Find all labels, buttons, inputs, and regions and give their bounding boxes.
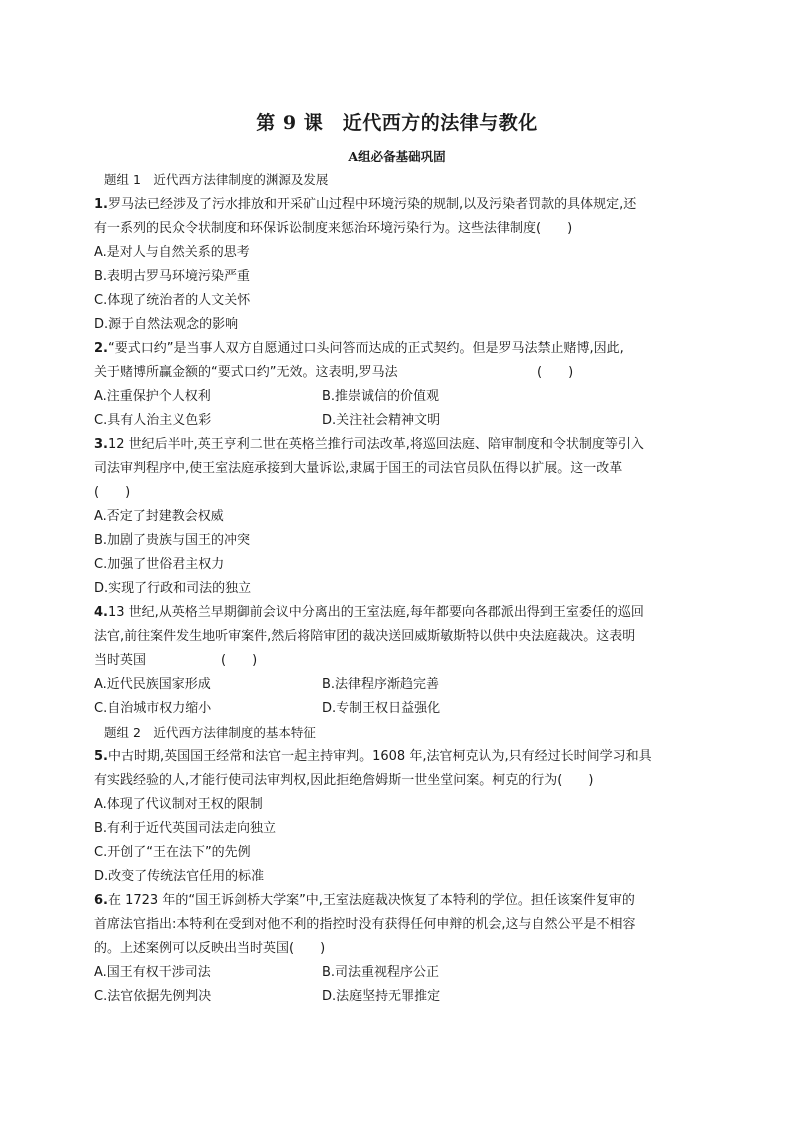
question-number: 1. [94,197,108,212]
option: C.自治城市权力缩小 [94,701,212,716]
question-number: 4. [94,605,108,620]
question-number: 3. [94,437,108,452]
option: B.推崇诚信的价值观 [322,389,440,404]
group-heading: 题组 2 近代西方法律制度的基本特征 [104,725,316,740]
question-line: 2.“要式口约”是当事人双方自愿通过口头问答而达成的正式契约。但是罗马法禁止赌博,因此, [94,341,624,356]
option: B.有利于近代英国司法走向独立 [94,821,277,836]
option: A.否定了封建教会权威 [94,509,224,524]
question-line: 3.12 世纪后半叶,英王亨利二世在英格兰推行司法改革,将巡回法庭、陪审制度和令状制度等引入 [94,437,644,452]
option: D.法庭坚持无罪推定 [322,989,441,1004]
question-line: 6.在 1723 年的“国王诉剑桥大学案”中,王室法庭裁决恢复了本特利的学位。担任该案件复审的 [94,893,635,908]
option: A.是对人与自然关系的思考 [94,245,250,260]
question-number: 5. [94,749,108,764]
question-line: 司法审判程序中,使王室法庭承接到大量诉讼,隶属于国王的司法官员队伍得以扩展。这一改革 [94,461,623,476]
option: C.体现了统治者的人文关怀 [94,293,251,308]
question-line: 1.罗马法已经涉及了污水排放和开采矿山过程中环境污染的规制,以及污染者罚款的具体规定,还 [94,197,637,212]
option: C.具有人治主义色彩 [94,413,212,428]
section-heading: A组必备基础巩固 [348,149,446,164]
question-line: 4.13 世纪,从英格兰早期御前会议中分离出的王室法庭,每年都要向各郡派出得到王室委任的巡回 [94,605,644,620]
option: B.加剧了贵族与国王的冲突 [94,533,251,548]
option: D.专制王权日益强化 [322,701,441,716]
option: C.加强了世俗君主权力 [94,557,225,572]
option: D.实现了行政和司法的独立 [94,581,252,596]
option: B.表明古罗马环境污染严重 [94,269,251,284]
option: D.关注社会精神文明 [322,413,441,428]
option: C.开创了“王在法下”的先例 [94,845,251,860]
question-line: 的。上述案例可以反映出当时英国( ) [94,941,326,956]
question-number: 6. [94,893,108,908]
question-line: 当时英国 [94,653,147,668]
option: D.源于自然法观念的影响 [94,317,239,332]
answer-bracket: ( ) [221,653,258,668]
lesson-title: 第 9 课 近代西方的法律与教化 [256,112,538,134]
option: B.司法重视程序公正 [322,965,440,980]
option: C.法官依据先例判决 [94,989,212,1004]
question-line: 有实践经验的人,才能行使司法审判权,因此拒绝詹姆斯一世坐堂问案。柯克的行为( ) [94,773,594,788]
answer-bracket: ( ) [94,485,131,500]
question-line: 有一系列的民众令状制度和环保诉讼制度来惩治环境污染行为。这些法律制度( ) [94,221,573,236]
option: B.法律程序渐趋完善 [322,677,440,692]
group-heading: 题组 1 近代西方法律制度的渊源及发展 [104,172,329,187]
option: A.体现了代议制对王权的限制 [94,797,263,812]
option: A.近代民族国家形成 [94,677,211,692]
option: A.国王有权干涉司法 [94,965,211,980]
question-number: 2. [94,341,108,356]
question-line: 法官,前往案件发生地听审案件,然后将陪审团的裁决送回威斯敏斯特以供中央法庭裁决。这表明 [94,629,636,644]
question-line: 首席法官指出:本特利在受到对他不利的指控时没有获得任何申辩的机会,这与自然公平是不相容 [94,917,636,932]
option: A.注重保护个人权利 [94,389,211,404]
option: D.改变了传统法官任用的标准 [94,869,265,884]
answer-bracket: ( ) [537,365,574,380]
question-line: 关于赌博所赢金额的“要式口约”无效。这表明,罗马法 [94,365,398,380]
question-line: 5.中古时期,英国国王经常和法官一起主持审判。1608 年,法官柯克认为,只有经过长时间学习和具 [94,749,652,764]
